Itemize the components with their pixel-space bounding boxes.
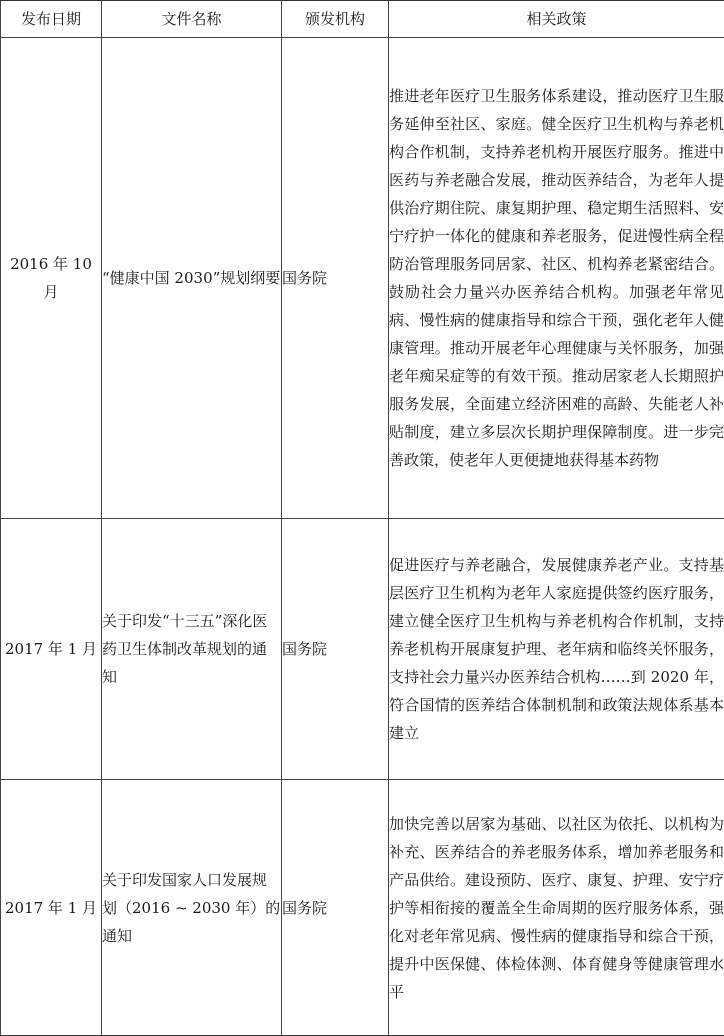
cell-date: 2017 年 1 月 (1, 519, 102, 780)
header-file-name: 文件名称 (102, 1, 282, 38)
table-header-row (1, 1, 724, 38)
cell-issuer: 国务院 (282, 780, 389, 1036)
cell-policy: 促进医疗与养老融合，发展健康养老产业。支持基层医疗卫生机构为老年人家庭提供签约医疗服务，建立健全医疗卫生机构与养老机构合作机制，支持养老机构开展康复护理、老年病和临终关怀服务，支持社会力量兴办医养结合机构……到 2020 年，符合国情的医养结合体制机制和政策法规体系基本建立 (389, 519, 724, 780)
cell-policy: 推进老年医疗卫生服务体系建设，推动医疗卫生服务延伸至社区、家庭。健全医疗卫生机构与养老机构合作机制，支持养老机构开展医疗服务。推进中医药与养老融合发展，推动医养结合，为老年人提供治疗期住院、康复期护理、稳定期生活照料、安宁疗护一体化的健康和养老服务，促进慢性病全程防治管理服务同居家、社区、机构养老紧密结合。鼓励社会力量兴办医养结合机构。加强老年常见病、慢性病的健康指导和综合干预，强化老年人健康管理。推动开展老年心理健康与关怀服务，加强老年痴呆症等的有效干预。推动居家老人长期照护服务发展，全面建立经济困难的高龄、失能老人补贴制度，建立多层次长期护理保障制度。进一步完善政策，使老年人更便捷地获得基本药物 (389, 38, 724, 519)
cell-file-name: “健康中国 2030”规划纲要 (102, 38, 282, 519)
cell-file-name: 关于印发国家人口发展规划（2016 ~ 2030 年）的通知 (102, 780, 282, 1036)
header-date: 发布日期 (1, 1, 102, 38)
cell-date: 2016 年 10 月 (1, 38, 102, 519)
header-policy: 相关政策 (389, 1, 724, 38)
cell-issuer: 国务院 (282, 519, 389, 780)
table-row (1, 519, 724, 780)
table-row (1, 780, 724, 1036)
cell-policy: 加快完善以居家为基础、以社区为依托、以机构为补充、医养结合的养老服务体系，增加养老服务和产品供给。建设预防、医疗、康复、护理、安宁疗护等相衔接的覆盖全生命周期的医疗服务体系，强化对老年常见病、慢性病的健康指导和综合干预，提升中医保健、体检体测、体育健身等健康管理水平 (389, 780, 724, 1036)
cell-file-name: 关于印发“十三五”深化医药卫生体制改革规划的通知 (102, 519, 282, 780)
cell-issuer: 国务院 (282, 38, 389, 519)
cell-date: 2017 年 1 月 (1, 780, 102, 1036)
table-row (1, 38, 724, 519)
header-issuer: 颁发机构 (282, 1, 389, 38)
